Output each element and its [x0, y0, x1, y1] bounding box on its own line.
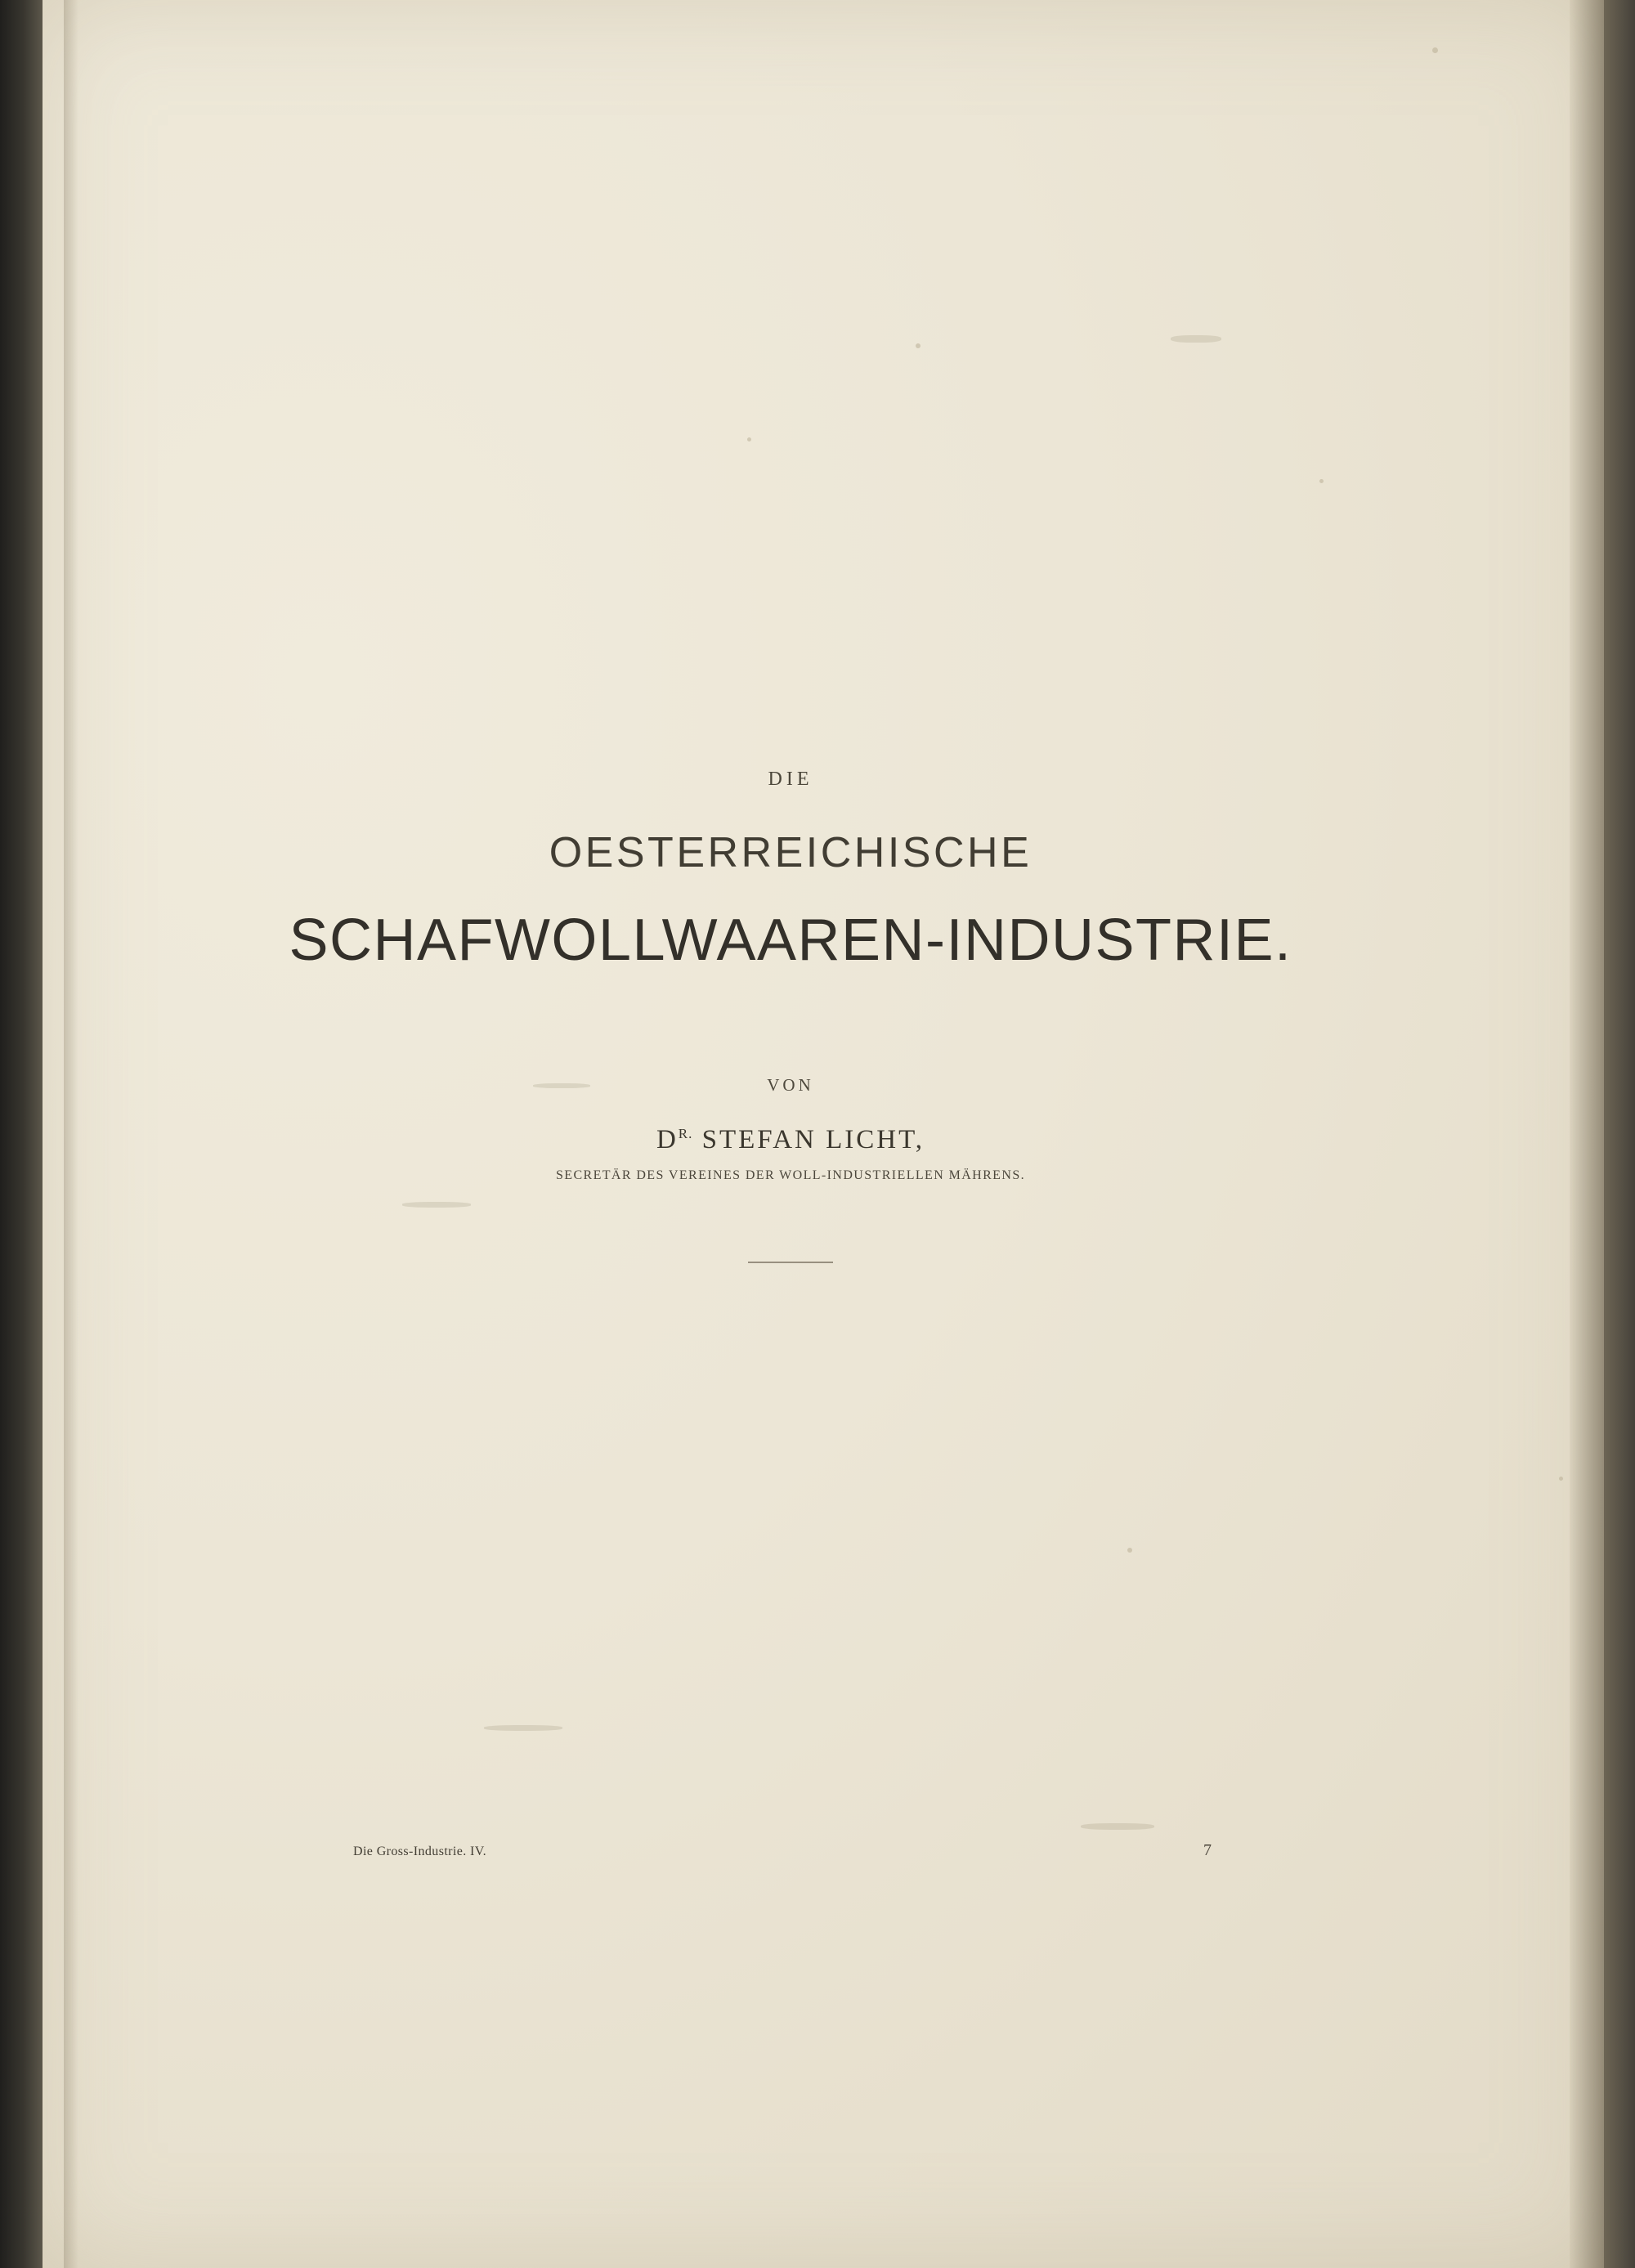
decorative-rule	[748, 1262, 833, 1263]
page-number: 7	[1203, 1841, 1212, 1859]
document-page	[43, 0, 1604, 2268]
author-affiliation: SECRETÄR DES VEREINES DER WOLL-INDUSTRIELLEN MÄHRENS.	[555, 1168, 1026, 1182]
book-binding-shadow	[0, 0, 43, 2268]
title-line-2: SCHAFWOLLWAAREN-INDUSTRIE.	[289, 908, 1292, 973]
title-line-1: OESTERREICHISCHE	[549, 829, 1033, 876]
author-name	[43, 1125, 1539, 1155]
title-eyebrow: DIE	[768, 769, 813, 790]
author-title-superscript: R.	[678, 1126, 693, 1141]
byline-label: VON	[767, 1075, 814, 1095]
adjacent-leaf-edge	[1604, 0, 1635, 2268]
printed-content	[43, 0, 1604, 2268]
title-block	[43, 769, 1539, 1263]
author-name-text: $D^{R.}$ STEFAN LICHT,	[656, 1125, 925, 1154]
footer-signature: Die Gross-Industrie. IV.	[353, 1844, 487, 1858]
